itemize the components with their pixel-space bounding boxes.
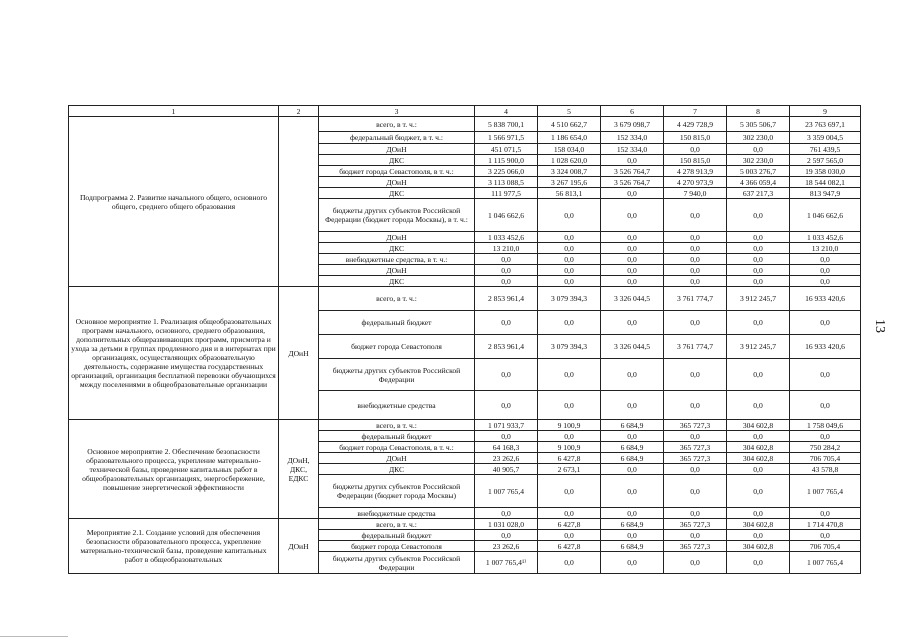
amount-cell: 23 262,6 — [475, 541, 538, 552]
amount-cell: 3 326 044,5 — [601, 335, 664, 359]
amount-cell: 2 673,1 — [538, 464, 601, 475]
measure-name: Мероприятие 2.1. Создание условий для обеспечения безопасности образовательного процесса, укрепление материально-технической базы, проведение капитальных работ в общеобразовательных — [69, 519, 279, 574]
amount-cell: 365 727,3 — [664, 442, 727, 453]
page-edge-line — [0, 636, 68, 637]
amount-cell: 150 815,0 — [664, 132, 727, 144]
amount-cell: 13 210,0 — [475, 243, 538, 254]
amount-cell: 365 727,3 — [664, 420, 727, 431]
amount-cell: 0,0 — [475, 254, 538, 265]
amount-cell: 1 007 765,4 — [475, 475, 538, 508]
amount-cell: 304 602,8 — [727, 453, 790, 464]
amount-cell: 0,0 — [727, 508, 790, 519]
amount-cell: 304 602,8 — [727, 420, 790, 431]
amount-cell: 813 947,9 — [790, 188, 861, 199]
amount-cell: 4 278 913,9 — [664, 166, 727, 177]
amount-cell: 3 526 764,7 — [601, 177, 664, 188]
amount-cell: 40 905,7 — [475, 464, 538, 475]
amount-cell: 0,0 — [727, 243, 790, 254]
amount-cell: 0,0 — [664, 265, 727, 276]
amount-cell: 0,0 — [790, 359, 861, 391]
amount-cell: 0,0 — [538, 552, 601, 574]
amount-cell: 0,0 — [475, 431, 538, 442]
amount-cell: 19 358 030,0 — [790, 166, 861, 177]
amount-cell: 0,0 — [475, 359, 538, 391]
amount-cell: 0,0 — [727, 431, 790, 442]
amount-cell: 3 912 245,7 — [727, 335, 790, 359]
amount-cell: 0,0 — [538, 475, 601, 508]
amount-cell: 0,0 — [664, 475, 727, 508]
amount-cell: 16 933 420,6 — [790, 287, 861, 311]
amount-cell: 365 727,3 — [664, 519, 727, 530]
amount-cell: 3 079 394,3 — [538, 335, 601, 359]
amount-cell: 706 705,4 — [790, 541, 861, 552]
amount-cell: 0,0 — [601, 464, 664, 475]
header-cell: 8 — [727, 106, 790, 117]
funding-source-label: ДКС — [319, 464, 475, 475]
amount-cell: 4 366 059,4 — [727, 177, 790, 188]
funding-source-label: бюджет города Севастополя, в т. ч.: — [319, 442, 475, 453]
funding-source-label: бюджеты других субъектов Российской Федерации (бюджет города Москвы), в т. ч.: — [319, 199, 475, 232]
amount-cell: 3 912 245,7 — [727, 287, 790, 311]
amount-cell: 0,0 — [664, 391, 727, 420]
amount-cell: 304 602,8 — [727, 442, 790, 453]
amount-cell: 3 679 098,7 — [601, 117, 664, 132]
amount-cell: 0,0 — [538, 359, 601, 391]
amount-cell: 150 815,0 — [664, 155, 727, 166]
funding-source-label: внебюджетные средства — [319, 508, 475, 519]
header-cell: 2 — [279, 106, 319, 117]
amount-cell: 3 079 394,3 — [538, 287, 601, 311]
funding-source-label: ДОиН — [319, 177, 475, 188]
header-cell: 3 — [319, 106, 475, 117]
funding-source-label: бюджет города Севастополя — [319, 335, 475, 359]
amount-cell: 0,0 — [601, 188, 664, 199]
funding-source-label: федеральный бюджет — [319, 431, 475, 442]
amount-cell: 0,0 — [538, 276, 601, 287]
amount-cell: 304 602,8 — [727, 519, 790, 530]
amount-cell: 1 115 900,0 — [475, 155, 538, 166]
table-row — [69, 420, 861, 431]
funding-source-label: федеральный бюджет — [319, 311, 475, 335]
funding-source-label: бюджет города Севастополя — [319, 541, 475, 552]
funding-source-label: ДКС — [319, 188, 475, 199]
amount-cell: 0,0 — [664, 232, 727, 243]
amount-cell: 0,0 — [601, 243, 664, 254]
amount-cell: 0,0 — [538, 243, 601, 254]
amount-cell: 56 813,1 — [538, 188, 601, 199]
amount-cell: 761 439,5 — [790, 144, 861, 155]
amount-cell: 3 324 008,7 — [538, 166, 601, 177]
executor-cell — [279, 117, 319, 287]
amount-cell: 16 933 420,6 — [790, 335, 861, 359]
amount-cell: 18 544 082,1 — [790, 177, 861, 188]
amount-cell: 6 427,8 — [538, 453, 601, 464]
amount-cell: 5 838 700,1 — [475, 117, 538, 132]
amount-cell: 0,0 — [538, 265, 601, 276]
amount-cell: 6 427,8 — [538, 541, 601, 552]
amount-cell: 706 705,4 — [790, 453, 861, 464]
header-row — [69, 106, 861, 117]
amount-cell: 1 028 620,0 — [538, 155, 601, 166]
amount-cell: 750 284,2 — [790, 442, 861, 453]
funding-source-label: ДОиН — [319, 232, 475, 243]
amount-cell: 0,0 — [475, 391, 538, 420]
amount-cell: 23 262,6 — [475, 453, 538, 464]
measure-name: Основное мероприятие 1. Реализация общеобразовательных программ начального, основного, среднего образования, дополнительных общеразвивающих программ, присмотра и ухода за детьми в группах продленного дня и в интернатах при организациях, осуществляющих образовательную деятельность, содержание имущества государственных организаций, организация бесплатной перевозки обучающихся между поселениями в общеобразовательные организации — [69, 287, 279, 420]
funding-source-label: бюджеты других субъектов Российской Федерации (бюджет города Москвы) — [319, 475, 475, 508]
page-number: 13 — [872, 319, 887, 333]
amount-cell: 365 727,3 — [664, 453, 727, 464]
amount-cell: 1 046 662,6 — [790, 199, 861, 232]
amount-cell: 0,0 — [664, 552, 727, 574]
executor-cell: ДОиН, ДКС, ЕДКС — [279, 420, 319, 519]
funding-source-label: всего, в т. ч.: — [319, 117, 475, 132]
amount-cell: 637 217,3 — [727, 188, 790, 199]
amount-cell: 3 113 088,5 — [475, 177, 538, 188]
amount-cell: 0,0 — [601, 508, 664, 519]
amount-cell: 0,0 — [601, 155, 664, 166]
funding-source-label: внебюджетные средства — [319, 391, 475, 420]
amount-cell: 152 334,0 — [601, 132, 664, 144]
funding-source-label: ДОиН — [319, 144, 475, 155]
funding-source-label: бюджет города Севастополя, в т. ч.: — [319, 166, 475, 177]
amount-cell: 0,0 — [601, 475, 664, 508]
amount-cell: 2 853 961,4 — [475, 335, 538, 359]
amount-cell: 3 761 774,7 — [664, 335, 727, 359]
funding-source-label: бюджеты других субъектов Российской Федерации — [319, 359, 475, 391]
amount-cell: 0,0 — [727, 265, 790, 276]
amount-cell: 0,0 — [475, 276, 538, 287]
measure-name: Основное мероприятие 2. Обеспечение безопасности образовательного процесса, укрепление материально-технической базы, проведение капитальных работ в общеобразовательных организациях, энергосбережение, повышение энергетической эффективности — [69, 420, 279, 519]
executor-cell: ДОиН — [279, 287, 319, 420]
amount-cell: 0,0 — [664, 199, 727, 232]
amount-cell: 0,0 — [727, 254, 790, 265]
amount-cell: 5 305 506,7 — [727, 117, 790, 132]
amount-cell: 0,0 — [601, 232, 664, 243]
amount-cell: 9 100,9 — [538, 420, 601, 431]
amount-cell: 302 230,0 — [727, 155, 790, 166]
amount-cell: 1 033 452,6 — [790, 232, 861, 243]
amount-cell: 0,0 — [727, 391, 790, 420]
table-row — [69, 117, 861, 132]
amount-cell: 0,0 — [790, 530, 861, 541]
funding-source-label: всего, в т. ч.: — [319, 519, 475, 530]
amount-cell: 1 007 765,4¹⁾ — [475, 552, 538, 574]
amount-cell: 0,0 — [664, 276, 727, 287]
amount-cell: 4 510 662,7 — [538, 117, 601, 132]
amount-cell: 0,0 — [601, 530, 664, 541]
amount-cell: 0,0 — [664, 464, 727, 475]
amount-cell: 3 761 774,7 — [664, 287, 727, 311]
amount-cell: 0,0 — [790, 391, 861, 420]
funding-source-label: ДКС — [319, 243, 475, 254]
amount-cell: 2 597 565,0 — [790, 155, 861, 166]
amount-cell: 1 007 765,4 — [790, 475, 861, 508]
amount-cell: 3 526 764,7 — [601, 166, 664, 177]
amount-cell: 0,0 — [601, 552, 664, 574]
amount-cell: 6 684,9 — [601, 541, 664, 552]
amount-cell: 365 727,3 — [664, 541, 727, 552]
amount-cell: 0,0 — [664, 311, 727, 335]
amount-cell: 0,0 — [727, 199, 790, 232]
amount-cell: 0,0 — [727, 530, 790, 541]
amount-cell: 1 566 971,5 — [475, 132, 538, 144]
amount-cell: 3 267 195,6 — [538, 177, 601, 188]
amount-cell: 4 429 728,9 — [664, 117, 727, 132]
amount-cell: 0,0 — [664, 431, 727, 442]
funding-source-label: ДКС — [319, 155, 475, 166]
budget-table-sheet — [68, 105, 860, 574]
amount-cell: 64 168,3 — [475, 442, 538, 453]
amount-cell: 0,0 — [475, 311, 538, 335]
table-row — [69, 519, 861, 530]
amount-cell: 0,0 — [538, 232, 601, 243]
amount-cell: 6 427,8 — [538, 519, 601, 530]
amount-cell: 23 763 697,1 — [790, 117, 861, 132]
funding-source-label: федеральный бюджет, в т. ч.: — [319, 132, 475, 144]
amount-cell: 1 714 470,8 — [790, 519, 861, 530]
amount-cell: 304 602,8 — [727, 541, 790, 552]
amount-cell: 0,0 — [727, 144, 790, 155]
amount-cell: 0,0 — [664, 359, 727, 391]
amount-cell: 6 684,9 — [601, 442, 664, 453]
amount-cell: 0,0 — [601, 359, 664, 391]
amount-cell: 0,0 — [601, 276, 664, 287]
header-cell: 7 — [664, 106, 727, 117]
amount-cell: 0,0 — [538, 508, 601, 519]
amount-cell: 1 186 654,0 — [538, 132, 601, 144]
amount-cell: 0,0 — [664, 254, 727, 265]
amount-cell: 0,0 — [727, 276, 790, 287]
amount-cell: 6 684,9 — [601, 519, 664, 530]
header-cell: 4 — [475, 106, 538, 117]
funding-source-label: ДКС — [319, 276, 475, 287]
funding-source-label: внебюджетные средства, в т. ч.: — [319, 254, 475, 265]
amount-cell: 1 046 662,6 — [475, 199, 538, 232]
header-cell: 9 — [790, 106, 861, 117]
funding-source-label: всего, в т. ч.: — [319, 287, 475, 311]
amount-cell: 1 007 765,4 — [790, 552, 861, 574]
funding-source-label: всего, в т. ч.: — [319, 420, 475, 431]
amount-cell: 1 033 452,6 — [475, 232, 538, 243]
amount-cell: 0,0 — [727, 232, 790, 243]
budget-table — [68, 105, 861, 574]
measure-name: Подпрограмма 2. Развитие начального общего, основного общего, среднего общего образования — [69, 117, 279, 287]
amount-cell: 5 003 276,7 — [727, 166, 790, 177]
amount-cell: 0,0 — [601, 265, 664, 276]
amount-cell: 152 334,0 — [601, 144, 664, 155]
amount-cell: 0,0 — [538, 311, 601, 335]
amount-cell: 9 100,9 — [538, 442, 601, 453]
amount-cell: 0,0 — [664, 508, 727, 519]
funding-source-label: ДОиН — [319, 453, 475, 464]
amount-cell: 0,0 — [727, 464, 790, 475]
amount-cell: 0,0 — [790, 265, 861, 276]
amount-cell: 0,0 — [664, 243, 727, 254]
funding-source-label: федеральный бюджет — [319, 530, 475, 541]
amount-cell: 3 326 044,5 — [601, 287, 664, 311]
amount-cell: 0,0 — [790, 254, 861, 265]
amount-cell: 0,0 — [790, 508, 861, 519]
amount-cell: 1 031 028,0 — [475, 519, 538, 530]
amount-cell: 0,0 — [727, 475, 790, 508]
amount-cell: 0,0 — [727, 552, 790, 574]
amount-cell: 0,0 — [475, 265, 538, 276]
amount-cell: 0,0 — [790, 311, 861, 335]
amount-cell: 0,0 — [664, 144, 727, 155]
amount-cell: 7 940,0 — [664, 188, 727, 199]
amount-cell: 0,0 — [790, 276, 861, 287]
amount-cell: 0,0 — [475, 530, 538, 541]
amount-cell: 0,0 — [538, 530, 601, 541]
table-row — [69, 287, 861, 311]
amount-cell: 6 684,9 — [601, 420, 664, 431]
executor-cell: ДОиН — [279, 519, 319, 574]
funding-source-label: бюджеты других субъектов Российской Федерации — [319, 552, 475, 574]
amount-cell: 0,0 — [538, 431, 601, 442]
amount-cell: 0,0 — [538, 391, 601, 420]
amount-cell: 3 225 066,0 — [475, 166, 538, 177]
amount-cell: 0,0 — [664, 530, 727, 541]
amount-cell: 0,0 — [727, 359, 790, 391]
header-cell: 1 — [69, 106, 279, 117]
amount-cell: 0,0 — [601, 254, 664, 265]
amount-cell: 0,0 — [601, 199, 664, 232]
amount-cell: 6 684,9 — [601, 453, 664, 464]
header-cell: 5 — [538, 106, 601, 117]
amount-cell: 2 853 961,4 — [475, 287, 538, 311]
amount-cell: 0,0 — [538, 199, 601, 232]
amount-cell: 0,0 — [790, 431, 861, 442]
amount-cell: 302 230,0 — [727, 132, 790, 144]
amount-cell: 13 210,0 — [790, 243, 861, 254]
amount-cell: 0,0 — [601, 431, 664, 442]
amount-cell: 4 270 973,9 — [664, 177, 727, 188]
amount-cell: 1 071 933,7 — [475, 420, 538, 431]
amount-cell: 158 034,0 — [538, 144, 601, 155]
amount-cell: 451 071,5 — [475, 144, 538, 155]
header-cell: 6 — [601, 106, 664, 117]
funding-source-label: ДОиН — [319, 265, 475, 276]
amount-cell: 111 977,5 — [475, 188, 538, 199]
amount-cell: 0,0 — [727, 311, 790, 335]
amount-cell: 0,0 — [601, 311, 664, 335]
amount-cell: 0,0 — [475, 508, 538, 519]
amount-cell: 1 758 049,6 — [790, 420, 861, 431]
amount-cell: 0,0 — [601, 391, 664, 420]
amount-cell: 3 359 004,5 — [790, 132, 861, 144]
amount-cell: 0,0 — [538, 254, 601, 265]
amount-cell: 43 578,8 — [790, 464, 861, 475]
